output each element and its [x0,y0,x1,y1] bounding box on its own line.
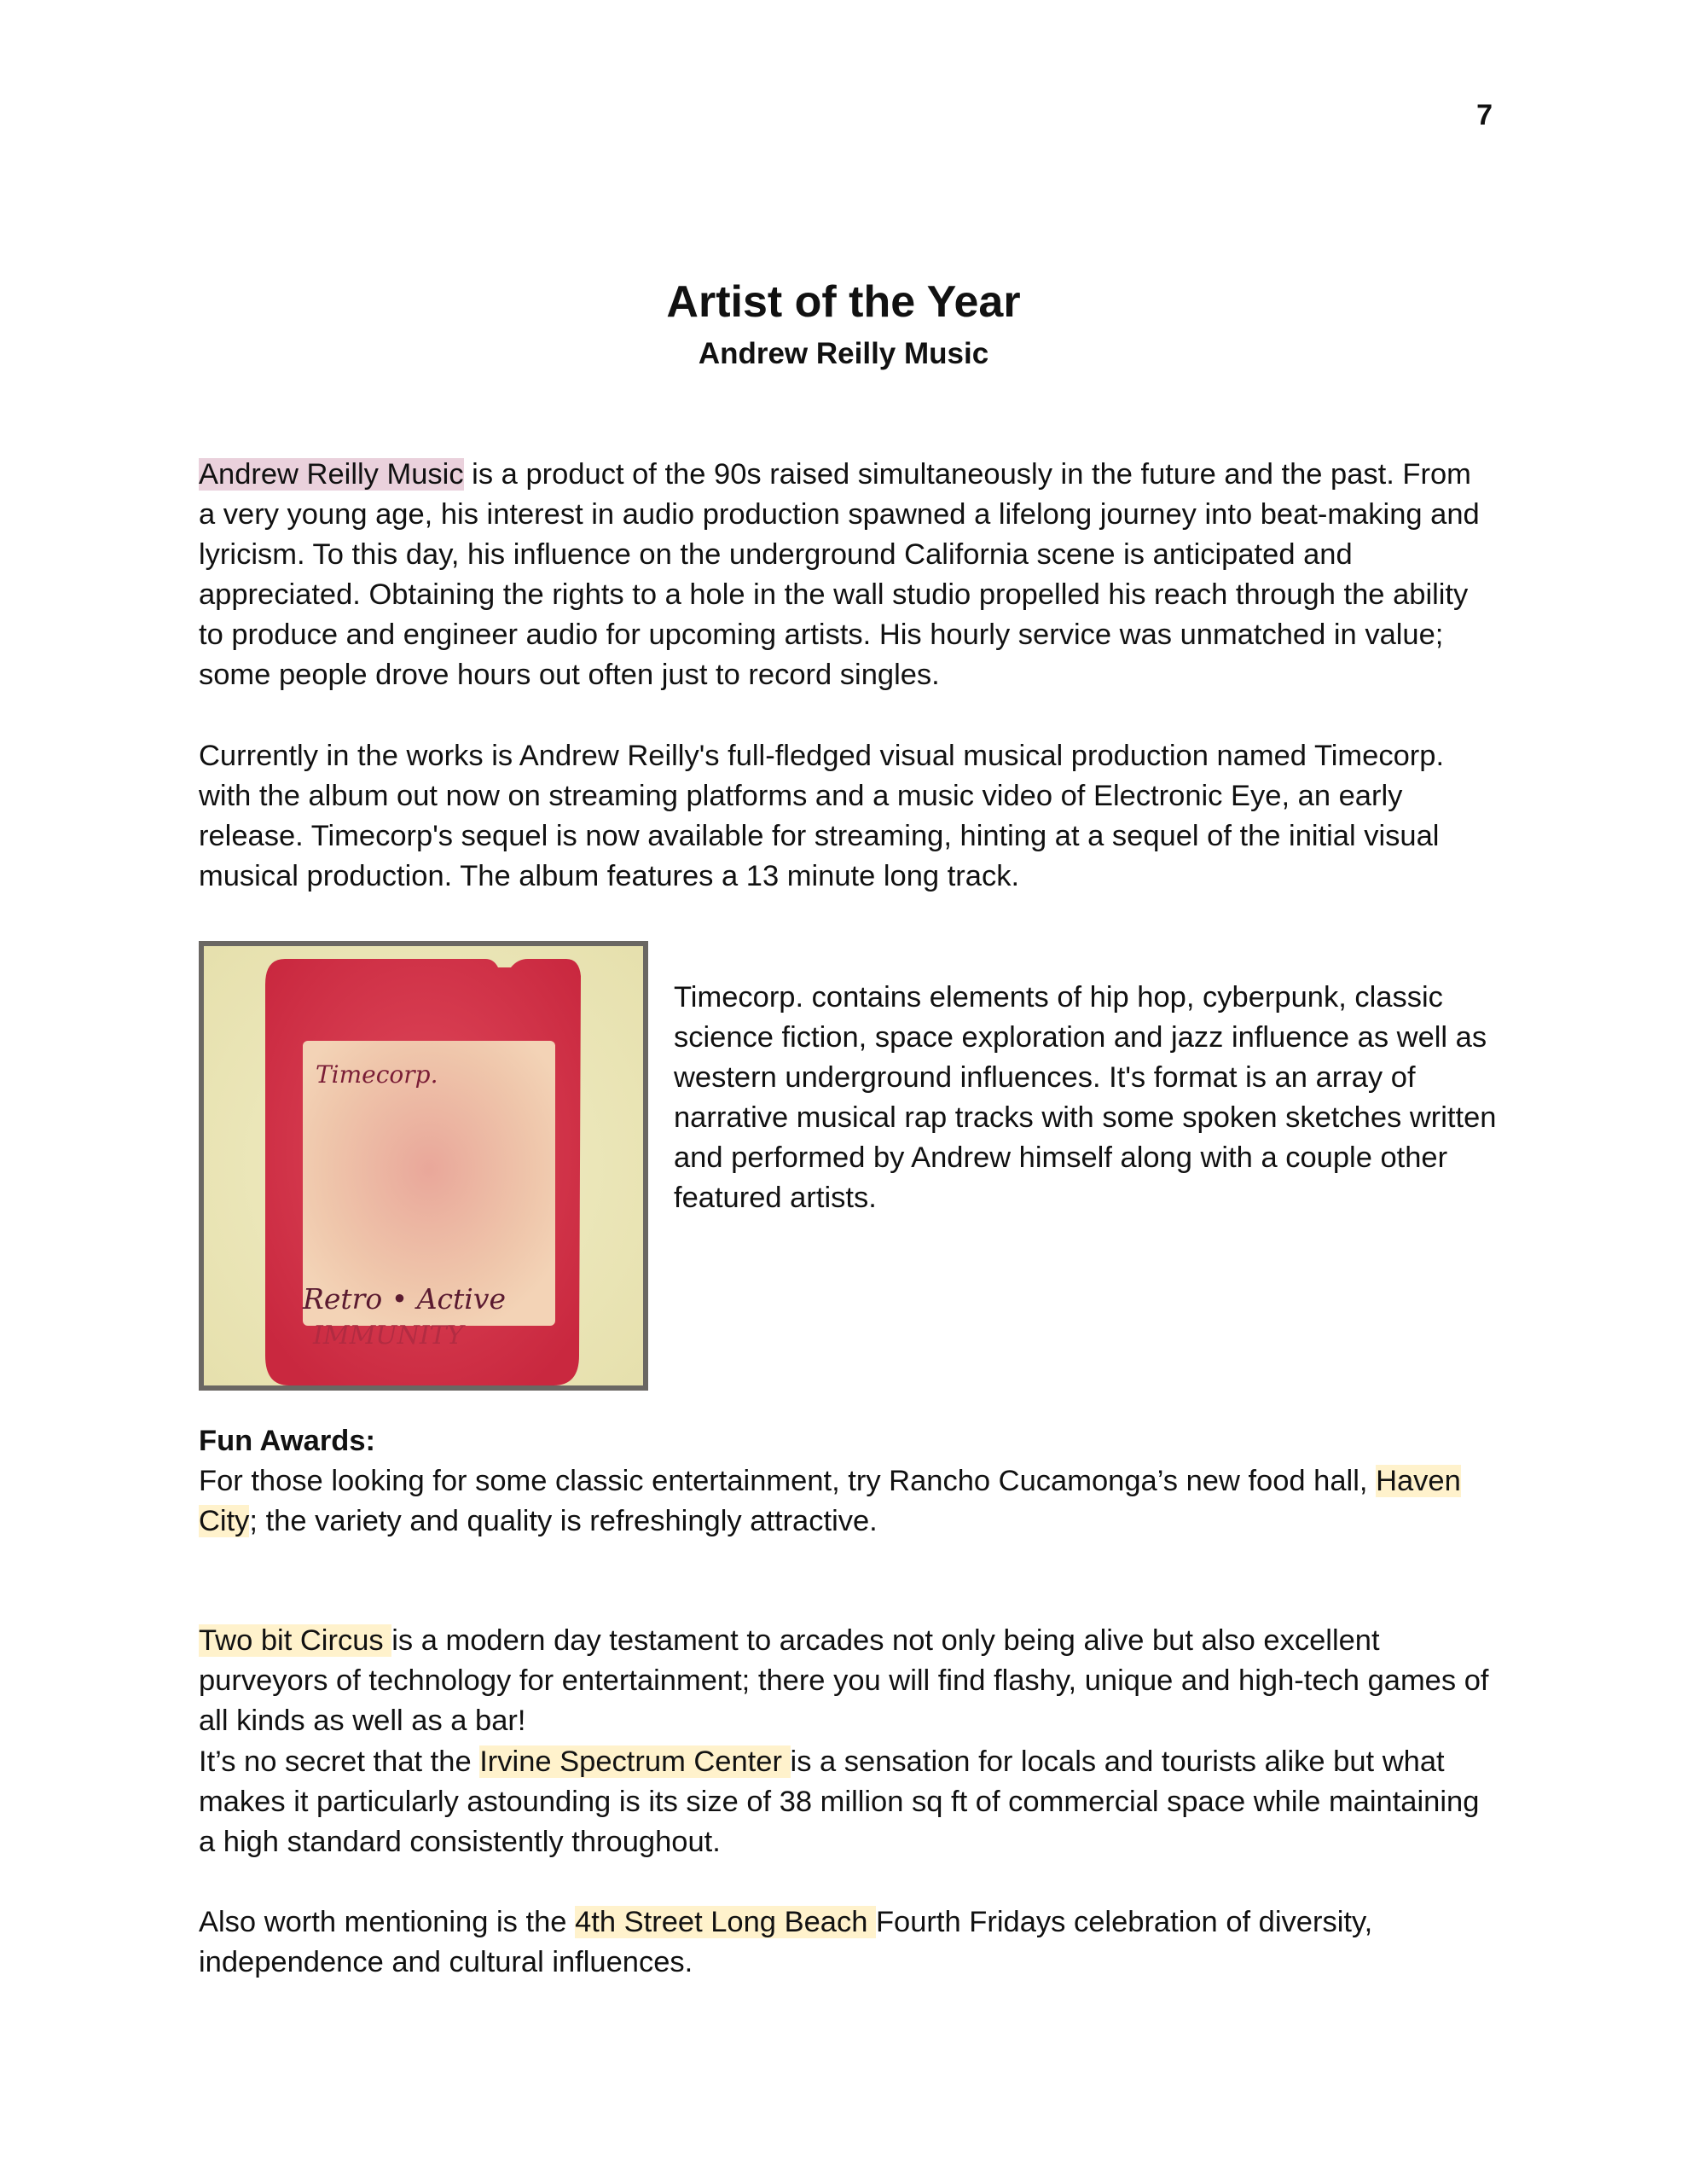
intro-text: is a product of the 90s raised simultaneously in the future and the past. From a very young age, his interest in audio production spawned a lifelong journey into beat-making and lyricism. To this day, his influence on the underground California scene is anticipated and appreciated. Obtaining the rights to a hole in the wall studio propelled his reach through the ability to produce and engineer audio for upcoming artists. His hourly service was unmatched in value; some people drove hours out often just to record singles. [199,458,1480,691]
fun-award-item-2: Two bit Circus is a modern day testament to arcades not only being alive but also excellent purveyors of technology for entertainment; there you will find flashy, unique and high-tech games of all kinds as well as a bar! [199,1624,1489,1737]
page-title: Artist of the Year [666,277,1021,327]
works-text: Currently in the works is Andrew Reilly's full-fledged visual musical production named Timecorp. with the album out now on streaming platforms and a music video of Electronic Eye, an early release. Timecorp's sequel is now available for streaming, hinting at a sequel of the initial visual musical production. The album features a 13 minute long track. [199,740,1445,892]
works-paragraph [199,736,1495,897]
album-description-paragraph [674,978,1510,1218]
fourth-street-highlight: 4th Street Long Beach [575,1906,876,1938]
fun-award-item-3: It’s no secret that the Irvine Spectrum Center is a sensation for locals and tourists alike but what makes it particularly astounding is its size of 38 million sq ft of commercial space while maintaining a high standard consistently throughout. [199,1745,1480,1858]
irvine-spectrum-highlight: Irvine Spectrum Center [479,1745,791,1778]
haven-city-highlight: Haven City [199,1465,1461,1537]
page-subtitle: Andrew Reilly Music [698,337,989,370]
intro-paragraph [199,455,1495,695]
album-description-text: Timecorp. contains elements of hip hop, cyberpunk, classic science fiction, space exploration and jazz influence as well as western underground influences. It's format is an array of narrative musical rap tracks with some spoken sketches written and performed by Andrew himself along with a couple other featured artists. [674,981,1497,1214]
fun-awards-section [199,1421,1495,1542]
title-block [0,275,1687,372]
page-number: 7 [1476,99,1493,131]
label-bottom-text: Retro • Active [303,1282,507,1316]
two-bit-circus-highlight: Two bit Circus [199,1624,392,1657]
label-faded-text: IMMUNITY [313,1321,464,1350]
eight-track-cartridge-illustration [204,946,643,1385]
album-cover-image [199,941,648,1391]
label-top-text: Timecorp. [316,1060,438,1089]
fun-award-item-1: For those looking for some classic entertainment, try Rancho Cucamonga’s new food hall, Haven City; the variety and quality is refreshingly attractive. [199,1465,1461,1537]
artist-name-highlight: Andrew Reilly Music [199,458,464,491]
fun-awards-heading: Fun Awards: [199,1425,376,1457]
fun-award-item-4: Also worth mentioning is the 4th Street Long Beach Fourth Fridays celebration of diversity, independence and cultural influences. [199,1906,1373,1978]
